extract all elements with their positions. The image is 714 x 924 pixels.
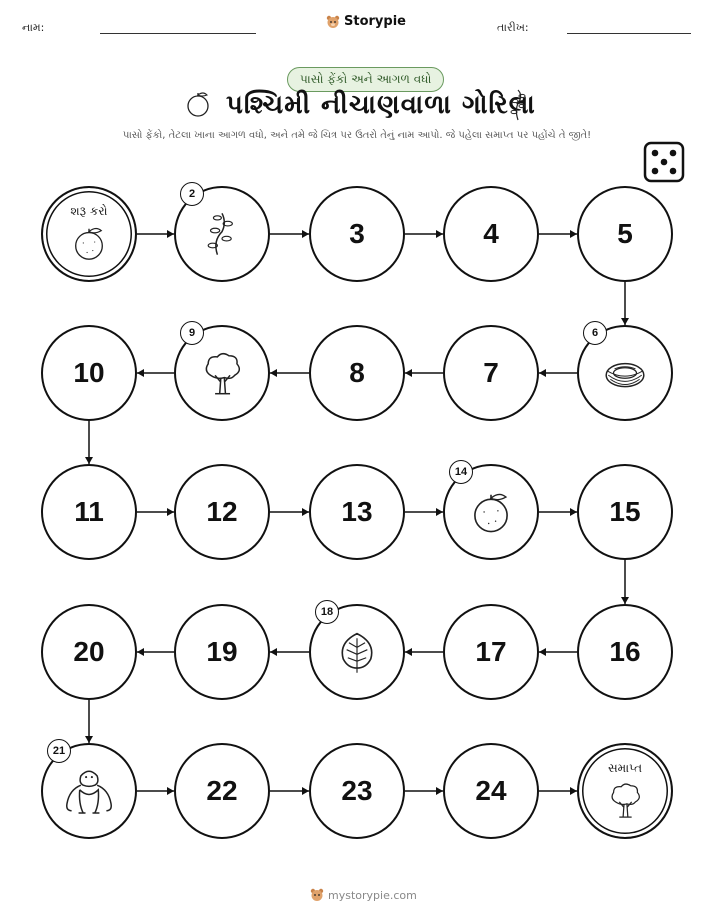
arrow-head	[85, 457, 93, 464]
vine-icon	[199, 211, 245, 257]
board-space[interactable]	[309, 325, 405, 421]
tree-icon	[199, 350, 245, 396]
tree-icon	[606, 781, 644, 819]
board-space[interactable]	[577, 604, 673, 700]
board-space[interactable]	[443, 743, 539, 839]
board-space[interactable]	[443, 325, 539, 421]
finish-space[interactable]	[577, 743, 673, 839]
space-number: 5	[617, 218, 633, 249]
arrow-head	[167, 230, 174, 238]
arrow-head	[570, 230, 577, 238]
board-space[interactable]	[577, 464, 673, 560]
space-number: 22	[206, 775, 238, 806]
board-space[interactable]	[309, 743, 405, 839]
space-number: 20	[73, 636, 105, 667]
space-number: 23	[341, 775, 373, 806]
space-number-badge: 21	[47, 739, 71, 763]
start-label: શરૂ કરો	[70, 204, 108, 218]
instructions: પાસો ફેંકો, તેટલા ખાના આગળ વધો, અને તમે જે ચિત્ર પર ઉતરો તેનું નામ આપો. જે પહેલા સમાપ્ત પર પહોંચે તે જીતે!	[122, 130, 592, 141]
space-number: 16	[609, 636, 641, 667]
arrow-head	[436, 508, 443, 516]
arrow-head	[85, 736, 93, 743]
arrow-head	[137, 369, 144, 377]
brand-name: Storypie	[344, 14, 406, 29]
footer-url[interactable]: mystorypie.com	[328, 888, 417, 902]
space-number: 12	[206, 496, 238, 527]
board-space[interactable]	[41, 604, 137, 700]
space-number-badge: 6	[583, 321, 607, 345]
board-space[interactable]	[174, 604, 270, 700]
arrow-head	[405, 369, 412, 377]
date-label: તારીખ:	[497, 21, 529, 34]
space-number: 15	[609, 496, 641, 527]
leaf-icon	[334, 629, 380, 675]
arrow-head	[302, 230, 309, 238]
arrow-head	[405, 648, 412, 656]
space-number-badge: 14	[449, 460, 473, 484]
board-space[interactable]	[309, 186, 405, 282]
space-number: 7	[483, 357, 499, 388]
subtitle-pill: પાસો ફેંકો અને આગળ વધો	[287, 67, 444, 92]
board-space[interactable]	[41, 325, 137, 421]
arrow-head	[270, 369, 277, 377]
arrow-head	[570, 787, 577, 795]
orange-icon	[70, 224, 108, 262]
space-number: 3	[349, 218, 365, 249]
arrow-head	[270, 648, 277, 656]
space-number-badge: 18	[315, 600, 339, 624]
space-number: 11	[74, 496, 104, 527]
arrow-head	[436, 787, 443, 795]
space-number: 17	[475, 636, 507, 667]
space-number: 24	[475, 775, 507, 806]
board-space[interactable]	[174, 743, 270, 839]
bear-icon	[310, 888, 324, 902]
name-label: નામ:	[22, 21, 45, 34]
arrow-head	[621, 318, 629, 325]
board-space[interactable]	[41, 464, 137, 560]
space-number-badge: 2	[180, 182, 204, 206]
board-space[interactable]	[174, 464, 270, 560]
finish-label: સમાપ્ત	[607, 761, 643, 775]
space-number: 13	[341, 496, 373, 527]
board-space[interactable]	[443, 604, 539, 700]
arrow-head	[137, 648, 144, 656]
board-space[interactable]	[443, 186, 539, 282]
space-number-badge: 9	[180, 321, 204, 345]
arrow-head	[167, 508, 174, 516]
arrow-head	[539, 369, 546, 377]
space-number: 4	[483, 218, 499, 249]
arrow-head	[621, 597, 629, 604]
board-space[interactable]	[309, 464, 405, 560]
gorilla-icon	[60, 762, 118, 820]
space-number: 19	[206, 636, 238, 667]
arrow-head	[167, 787, 174, 795]
start-space[interactable]	[41, 186, 137, 282]
board-space[interactable]	[577, 186, 673, 282]
arrow-head	[302, 787, 309, 795]
arrow-head	[539, 648, 546, 656]
space-number: 10	[73, 357, 105, 388]
arrow-head	[570, 508, 577, 516]
space-number: 8	[349, 357, 365, 388]
nest-icon	[602, 350, 648, 396]
orange-icon	[468, 489, 514, 535]
arrow-head	[436, 230, 443, 238]
footer	[310, 888, 417, 902]
arrow-head	[302, 508, 309, 516]
page-title: પશ્ચિમી નીચાણવાળા ગોરિલા	[226, 90, 536, 120]
